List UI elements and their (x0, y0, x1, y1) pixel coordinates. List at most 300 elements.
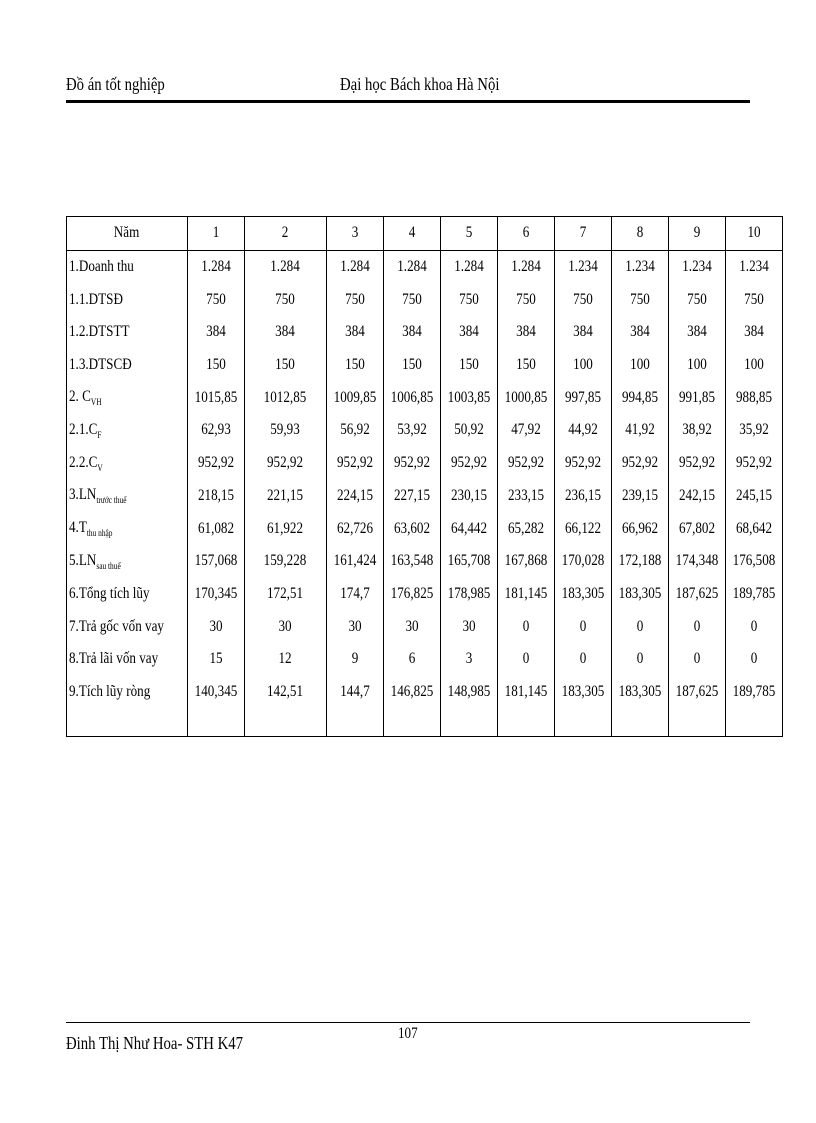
cell-value: 1.234 (682, 258, 712, 276)
table-cell (554, 610, 611, 643)
row-label-text: 1.2.DTSTT (69, 323, 130, 341)
page-header (66, 72, 750, 102)
cell-value: 15 (209, 650, 223, 668)
table-cell (611, 250, 668, 283)
cell-value: 952,92 (336, 454, 373, 472)
table-cell (497, 447, 554, 480)
table-cell (554, 447, 611, 480)
cell-value: 163,548 (390, 552, 434, 570)
cell-value: 384 (687, 323, 707, 341)
header-year-cell (383, 217, 440, 251)
cell-value: 30 (405, 617, 419, 635)
cell-value: 68,642 (735, 519, 772, 537)
table-cell (187, 578, 244, 611)
table-cell (668, 610, 725, 643)
header-corner-cell (67, 217, 188, 251)
table-cell (244, 316, 326, 349)
table-cell (725, 512, 782, 545)
table-cell (611, 545, 668, 578)
cell-value: 170,345 (194, 584, 238, 602)
cell-value: 161,424 (333, 552, 377, 570)
cell-value: 384 (275, 323, 296, 341)
header-year-cell (440, 217, 497, 251)
table-cell (326, 283, 383, 316)
cell-value: 0 (636, 617, 644, 635)
table-cell (725, 578, 782, 611)
table-row (67, 578, 783, 611)
row-label (69, 585, 150, 603)
cell-value: 174,7 (340, 584, 370, 602)
row-label-text: 7.Trả gốc vốn vay (69, 617, 164, 635)
table-cell (326, 381, 383, 414)
table-cell (187, 283, 244, 316)
cell-value: 0 (522, 650, 530, 668)
cell-value: 1.234 (625, 258, 655, 276)
table-cell (611, 610, 668, 643)
cell-value: 0 (750, 617, 758, 635)
cell-value: 100 (687, 356, 707, 374)
table-cell (497, 610, 554, 643)
cell-value: 994,85 (621, 388, 658, 406)
table-cell (440, 676, 497, 709)
cell-value: 0 (579, 617, 587, 635)
cell-value: 750 (402, 290, 422, 308)
cell-value: 181,145 (504, 584, 548, 602)
table-cell (326, 545, 383, 578)
cell-value: 35,92 (739, 421, 769, 439)
row-label-text: 1.3.DTSCĐ (69, 356, 132, 374)
table-cell (611, 283, 668, 316)
blank-cell (668, 708, 725, 737)
table-cell (611, 316, 668, 349)
table-cell (440, 381, 497, 414)
cell-value: 176,825 (390, 584, 434, 602)
table-cell (326, 512, 383, 545)
cell-value: 183,305 (561, 584, 605, 602)
header-year-cell (244, 217, 326, 251)
row-label-cell (67, 512, 188, 545)
table-cell (497, 578, 554, 611)
cell-value: 230,15 (450, 486, 487, 504)
table-cell (326, 250, 383, 283)
cell-value: 100 (573, 356, 593, 374)
header-year-text: 9 (693, 224, 701, 242)
cell-value: 952,92 (197, 454, 234, 472)
table-cell (326, 578, 383, 611)
row-label-text: 8.Trả lãi vốn vay (69, 650, 159, 668)
header-year-text: 10 (747, 224, 761, 242)
row-label-text: 1.Doanh thu (69, 258, 134, 276)
cell-value: 187,625 (675, 682, 719, 700)
table-cell (440, 349, 497, 382)
table-cell (383, 316, 440, 349)
header-center-text: Đại học Bách khoa Hà Nội (340, 74, 500, 94)
table-cell (611, 349, 668, 382)
blank-cell (67, 708, 188, 737)
cell-value: 384 (206, 323, 226, 341)
row-label (69, 356, 132, 374)
cell-value: 150 (516, 356, 536, 374)
cell-value: 6 (408, 650, 416, 668)
cell-value: 0 (579, 650, 587, 668)
table-cell (244, 610, 326, 643)
cell-value: 148,985 (447, 682, 491, 700)
table-cell (725, 250, 782, 283)
table-cell (668, 349, 725, 382)
cell-value: 1.284 (511, 258, 541, 276)
cell-value: 174,348 (675, 552, 719, 570)
row-label-cell (67, 283, 188, 316)
cell-value: 183,305 (561, 682, 605, 700)
table-cell (440, 610, 497, 643)
row-label-subscript: sau thuế (96, 560, 121, 571)
cell-value: 66,962 (621, 519, 658, 537)
table-cell (383, 512, 440, 545)
table-cell (326, 414, 383, 447)
cell-value: 170,028 (561, 552, 605, 570)
blank-cell (187, 708, 244, 737)
table-row (67, 283, 783, 316)
cell-value: 144,7 (340, 682, 370, 700)
cell-value: 952,92 (393, 454, 430, 472)
cell-value: 1009,85 (333, 388, 377, 406)
cell-value: 384 (345, 323, 365, 341)
table-cell (668, 480, 725, 513)
row-label-cell (67, 381, 188, 414)
cell-value: 189,785 (732, 584, 776, 602)
row-label (69, 258, 134, 276)
table-cell (725, 676, 782, 709)
table-row (67, 349, 783, 382)
row-label (69, 323, 130, 341)
table-cell (668, 250, 725, 283)
table-cell (497, 480, 554, 513)
row-label-text: 4.T (69, 518, 87, 536)
cell-value: 1.284 (270, 258, 301, 276)
row-label-cell (67, 316, 188, 349)
cell-value: 63,602 (393, 519, 430, 537)
cell-value: 384 (402, 323, 422, 341)
blank-cell (440, 708, 497, 737)
table-cell (440, 578, 497, 611)
table-cell (326, 643, 383, 676)
cell-value: 38,92 (682, 421, 712, 439)
row-label-text: 5.LN (69, 551, 97, 569)
cell-value: 67,802 (678, 519, 715, 537)
cell-value: 167,868 (504, 552, 548, 570)
table-cell (326, 676, 383, 709)
row-label (69, 421, 102, 440)
table-cell (725, 414, 782, 447)
cell-value: 100 (630, 356, 650, 374)
table-cell (668, 512, 725, 545)
cell-value: 997,85 (564, 388, 601, 406)
table-cell (326, 480, 383, 513)
table-cell (725, 316, 782, 349)
cell-value: 224,15 (336, 486, 373, 504)
table-cell (244, 447, 326, 480)
table-cell (383, 676, 440, 709)
table-cell (497, 250, 554, 283)
table-cell (668, 643, 725, 676)
row-label (69, 683, 150, 701)
table-cell (187, 447, 244, 480)
row-label-cell (67, 250, 188, 283)
row-label-text: 1.1.DTSĐ (69, 290, 123, 308)
table-cell (611, 414, 668, 447)
cell-value: 47,92 (511, 421, 541, 439)
blank-cell (725, 708, 782, 737)
header-year-cell (668, 217, 725, 251)
table-cell (668, 316, 725, 349)
cell-value: 750 (345, 290, 365, 308)
table-cell (244, 578, 326, 611)
cell-value: 100 (744, 356, 764, 374)
cell-value: 59,93 (270, 421, 301, 439)
table-cell (668, 414, 725, 447)
table-cell (611, 512, 668, 545)
cell-value: 384 (573, 323, 593, 341)
table-row (67, 480, 783, 513)
table-cell (725, 349, 782, 382)
blank-cell (383, 708, 440, 737)
header-year-cell (611, 217, 668, 251)
row-label (69, 388, 102, 407)
row-label (69, 454, 103, 473)
table-cell (383, 447, 440, 480)
table-cell (725, 643, 782, 676)
row-label-cell (67, 676, 188, 709)
cell-value: 142,51 (267, 682, 304, 700)
cell-value: 62,726 (336, 519, 373, 537)
cell-value: 150 (402, 356, 422, 374)
table-cell (326, 610, 383, 643)
table-cell (383, 283, 440, 316)
row-label (69, 486, 127, 505)
table-cell (383, 643, 440, 676)
cell-value: 988,85 (735, 388, 772, 406)
cell-value: 150 (345, 356, 365, 374)
cell-value: 62,93 (201, 421, 231, 439)
table-cell (383, 480, 440, 513)
table-row (67, 545, 783, 578)
header-year-text: 7 (579, 224, 587, 242)
row-label (69, 618, 164, 636)
cell-value: 952,92 (450, 454, 487, 472)
table-cell (611, 676, 668, 709)
cell-value: 172,51 (267, 584, 304, 602)
financial-table (66, 216, 783, 737)
cell-value: 56,92 (340, 421, 370, 439)
table-cell (440, 512, 497, 545)
cell-value: 1006,85 (390, 388, 434, 406)
cell-value: 61,082 (197, 519, 234, 537)
cell-value: 140,345 (194, 682, 238, 700)
table-cell (440, 283, 497, 316)
table-header-row (67, 217, 783, 251)
table-cell (440, 250, 497, 283)
table-cell (554, 643, 611, 676)
row-label-subscript: thu nhập (86, 528, 113, 539)
header-rule (66, 100, 750, 103)
row-label-text: 2.2.C (69, 453, 98, 471)
cell-value: 218,15 (197, 486, 234, 504)
cell-value: 189,785 (732, 682, 776, 700)
cell-value: 384 (744, 323, 764, 341)
blank-cell (497, 708, 554, 737)
cell-value: 1003,85 (447, 388, 491, 406)
table-cell (326, 316, 383, 349)
table-cell (440, 447, 497, 480)
cell-value: 159,228 (264, 552, 307, 570)
table-cell (497, 381, 554, 414)
table-cell (554, 512, 611, 545)
cell-value: 64,442 (450, 519, 487, 537)
cell-value: 750 (630, 290, 650, 308)
table-cell (383, 381, 440, 414)
table-row (67, 447, 783, 480)
cell-value: 750 (744, 290, 764, 308)
cell-value: 30 (278, 617, 292, 635)
table-cell (244, 349, 326, 382)
cell-value: 1015,85 (194, 388, 238, 406)
cell-value: 991,85 (678, 388, 715, 406)
table-cell (611, 480, 668, 513)
cell-value: 1.284 (201, 258, 231, 276)
cell-value: 150 (459, 356, 479, 374)
cell-value: 384 (459, 323, 479, 341)
header-year-text: 4 (408, 224, 416, 242)
table-cell (326, 349, 383, 382)
table-cell (497, 643, 554, 676)
row-label-text: 2. C (69, 388, 91, 406)
table-cell (611, 381, 668, 414)
row-label-subscript: VH (90, 397, 102, 408)
cell-value: 187,625 (675, 584, 719, 602)
table-cell (187, 545, 244, 578)
table-cell (244, 250, 326, 283)
cell-value: 0 (693, 650, 701, 668)
cell-value: 952,92 (678, 454, 715, 472)
cell-value: 178,985 (447, 584, 491, 602)
cell-value: 1.234 (568, 258, 598, 276)
table-cell (244, 414, 326, 447)
header-year-cell (725, 217, 782, 251)
cell-value: 3 (465, 650, 473, 668)
table-cell (187, 414, 244, 447)
row-label-subscript: F (97, 430, 102, 441)
row-label-text: 6.Tổng tích lũy (69, 584, 150, 602)
row-label-cell (67, 545, 188, 578)
table-cell (497, 349, 554, 382)
cell-value: 750 (206, 290, 226, 308)
cell-value: 172,188 (618, 552, 662, 570)
table-cell (244, 283, 326, 316)
table-cell (383, 349, 440, 382)
blank-row (67, 708, 783, 737)
cell-value: 1.234 (739, 258, 769, 276)
row-label-text: 2.1.C (69, 420, 98, 438)
table-row (67, 512, 783, 545)
cell-value: 952,92 (267, 454, 304, 472)
cell-value: 157,068 (194, 552, 238, 570)
table-cell (326, 447, 383, 480)
table-row (67, 414, 783, 447)
table-cell (187, 381, 244, 414)
table-cell (187, 250, 244, 283)
table-body (67, 217, 783, 737)
table-cell (668, 283, 725, 316)
table-row (67, 676, 783, 709)
table-cell (497, 545, 554, 578)
table-row (67, 250, 783, 283)
table-cell (383, 414, 440, 447)
table-cell (497, 676, 554, 709)
table-row (67, 643, 783, 676)
page-number: 107 (398, 1025, 418, 1042)
cell-value: 0 (522, 617, 530, 635)
table-cell (244, 512, 326, 545)
cell-value: 0 (636, 650, 644, 668)
table-cell (383, 578, 440, 611)
table-cell (187, 316, 244, 349)
table-cell (244, 480, 326, 513)
table-cell (554, 414, 611, 447)
row-label-cell (67, 610, 188, 643)
header-year-text: 1 (212, 224, 220, 242)
table-cell (440, 480, 497, 513)
table-cell (497, 316, 554, 349)
table-cell (725, 480, 782, 513)
row-label-cell (67, 414, 188, 447)
cell-value: 165,708 (447, 552, 491, 570)
table-cell (725, 283, 782, 316)
cell-value: 44,92 (568, 421, 598, 439)
footer-rule (66, 1022, 750, 1023)
row-label-cell (67, 447, 188, 480)
table-cell (383, 250, 440, 283)
header-year-text: 2 (282, 224, 289, 242)
cell-value: 41,92 (625, 421, 655, 439)
table-cell (187, 349, 244, 382)
table-cell (611, 643, 668, 676)
cell-value: 0 (750, 650, 758, 668)
table-cell (611, 447, 668, 480)
cell-value: 227,15 (393, 486, 430, 504)
table-cell (187, 643, 244, 676)
table-cell (440, 643, 497, 676)
cell-value: 146,825 (390, 682, 434, 700)
cell-value: 384 (516, 323, 536, 341)
cell-value: 221,15 (267, 486, 304, 504)
table-cell (383, 610, 440, 643)
row-label-cell (67, 643, 188, 676)
table-cell (725, 447, 782, 480)
blank-cell (611, 708, 668, 737)
table-cell (244, 545, 326, 578)
cell-value: 150 (206, 356, 226, 374)
cell-value: 1000,85 (504, 388, 548, 406)
cell-value: 30 (209, 617, 223, 635)
cell-value: 952,92 (621, 454, 658, 472)
table-cell (554, 578, 611, 611)
table-cell (554, 316, 611, 349)
header-year-text: 8 (636, 224, 644, 242)
cell-value: 176,508 (732, 552, 776, 570)
header-year-text: 3 (351, 224, 359, 242)
table-cell (668, 447, 725, 480)
cell-value: 245,15 (735, 486, 772, 504)
